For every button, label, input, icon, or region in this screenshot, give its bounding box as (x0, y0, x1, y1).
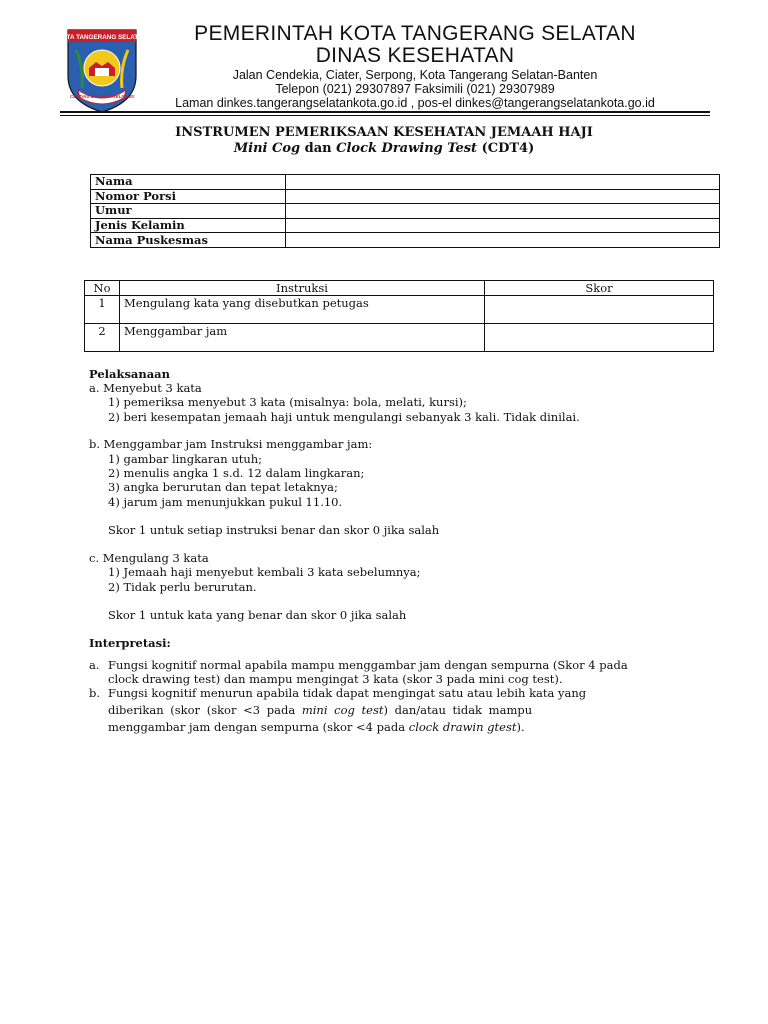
field-label: Jenis Kelamin (91, 218, 286, 233)
row-instruction: Menggambar jam (120, 324, 485, 352)
office-phone: Telepon (021) 29307897 Faksimili (021) 29307989 (275, 82, 555, 96)
list-item: 2) beri kesempatan jemaah haji untuk mengulangi sebanyak 3 kali. Tidak dinilai. (108, 410, 580, 424)
pelaksanaan-heading: Pelaksanaan (89, 367, 170, 381)
office-web-email: Laman dinkes.tangerangselatankota.go.id , pos-el dinkes@tangerangselatankota.go.id (175, 96, 655, 110)
list-marker: b. (89, 686, 101, 700)
table-row (91, 175, 720, 190)
column-header-no: No (85, 281, 120, 296)
government-name: PEMERINTAH KOTA TANGERANG SELATAN (194, 22, 636, 45)
scoring-note: Skor 1 untuk kata yang benar dan skor 0 jika salah (108, 608, 407, 622)
score-table (84, 280, 714, 352)
interpretation-a-line1: Fungsi kognitif normal apabila mampu menggambar jam dengan sempurna (Skor 4 pada (108, 658, 628, 672)
section-b-title: b. Menggambar jam Instruksi menggambar jam: (89, 437, 373, 451)
interpretasi-heading: Interpretasi: (89, 636, 171, 650)
interpretation-b-line3: menggambar jam dengan sempurna (skor <4 pada clock drawin gtest). (108, 720, 525, 734)
table-row (85, 324, 714, 352)
row-number: 1 (85, 296, 120, 324)
scoring-note: Skor 1 untuk setiap instruksi benar dan skor 0 jika salah (108, 523, 440, 537)
interpretation-b-line1: Fungsi kognitif menurun apabila tidak dapat mengingat satu atau lebih kata yang (108, 686, 587, 700)
table-header-row (85, 281, 714, 296)
interpretation-b-line2: diberikan (skor (skor <3 pada mini cog test) dan/atau tidak mampu (108, 703, 533, 717)
list-item: 4) jarum jam menunjukkan pukul 11.10. (108, 495, 343, 509)
score-field[interactable] (485, 324, 714, 352)
office-address: Jalan Cendekia, Ciater, Serpong, Kota Tangerang Selatan-Banten (232, 68, 598, 82)
table-row (85, 296, 714, 324)
row-number: 2 (85, 324, 120, 352)
svg-text:KOTA TANGERANG SELATAN: KOTA TANGERANG SELATAN (57, 34, 147, 41)
list-item: 1) pemeriksa menyebut 3 kata (misalnya: bola, melati, kursi); (108, 395, 467, 409)
age-field[interactable] (286, 204, 720, 219)
document-title: INSTRUMEN PEMERIKSAAN KESEHATAN JEMAAH HAJI (175, 125, 593, 140)
column-header-instruction: Instruksi (120, 281, 485, 296)
list-item: 2) menulis angka 1 s.d. 12 dalam lingkaran; (108, 466, 365, 480)
letterhead-rule-thin (60, 115, 710, 116)
table-row (91, 233, 720, 248)
list-item: 1) Jemaah haji menyebut kembali 3 kata sebelumnya; (108, 565, 421, 579)
porsi-number-field[interactable] (286, 189, 720, 204)
section-c-title: c. Mengulang 3 kata (89, 551, 209, 565)
column-header-score: Skor (485, 281, 714, 296)
field-label: Nama Puskesmas (91, 233, 286, 248)
list-item: 2) Tidak perlu berurutan. (108, 580, 257, 594)
list-item: 3) angka berurutan dan tepat letaknya; (108, 480, 338, 494)
table-row (91, 189, 720, 204)
office-name: DINAS KESEHATAN (315, 44, 515, 67)
list-marker: a. (89, 658, 100, 672)
field-label: Nomor Porsi (91, 189, 286, 204)
table-row (91, 218, 720, 233)
field-label: Umur (91, 204, 286, 219)
score-field[interactable] (485, 296, 714, 324)
document-subtitle: Mini Cog dan Clock Drawing Test (CDT4) (233, 141, 535, 156)
name-field[interactable] (286, 175, 720, 190)
gender-field[interactable] (286, 218, 720, 233)
row-instruction: Mengulang kata yang disebutkan petugas (120, 296, 485, 324)
identity-table (90, 174, 720, 248)
list-item: 1) gambar lingkaran utuh; (108, 452, 263, 466)
field-label: Nama (91, 175, 286, 190)
section-a-title: a. Menyebut 3 kata (89, 381, 202, 395)
svg-text:CERDAS MODERN RELIGIUS: CERDAS MODERN RELIGIUS (69, 94, 135, 99)
city-emblem-logo (57, 24, 147, 114)
interpretation-a-line2: clock drawing test) dan mampu mengingat 3 kata (skor 3 pada mini cog test). (108, 672, 563, 686)
letterhead-rule-thick (60, 111, 710, 113)
puskesmas-field[interactable] (286, 233, 720, 248)
table-row (91, 204, 720, 219)
